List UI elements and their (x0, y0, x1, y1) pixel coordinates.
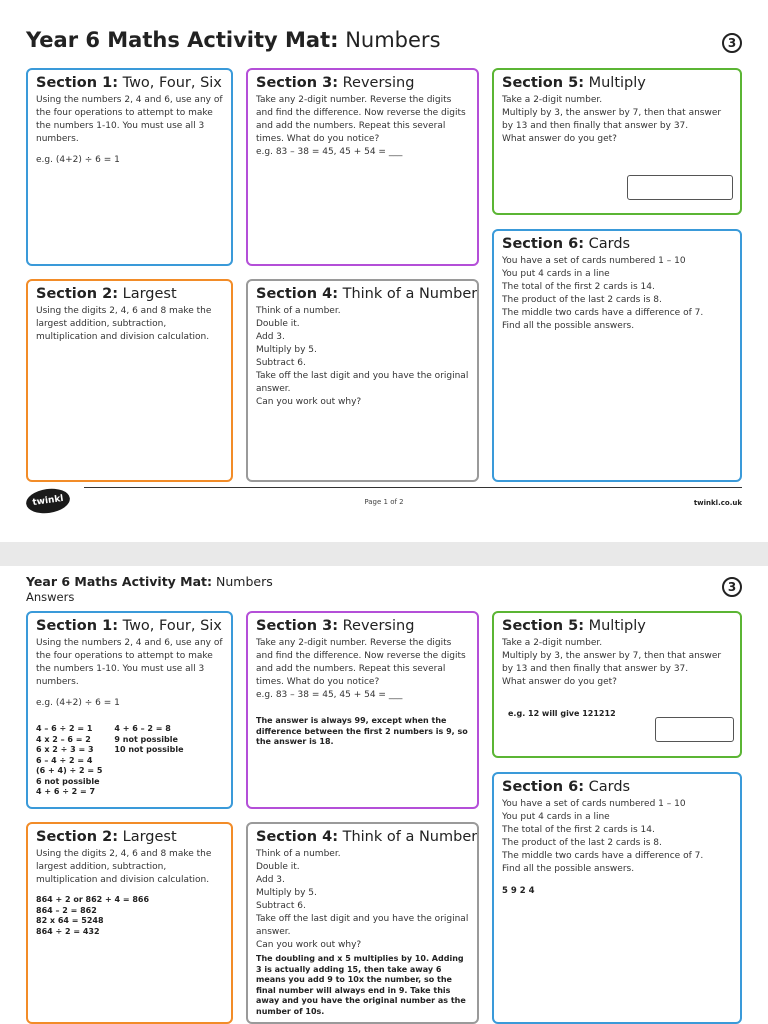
answer-line: 82 x 64 = 5248 (36, 916, 104, 925)
section-5-line: Multiply by 3, the answer by 7, then that answer by 13 and then finally that answer by 37. (502, 108, 722, 131)
answer-line: 6 not possible (36, 776, 100, 786)
section-1-answer-card (26, 611, 233, 809)
section-1-title: Section 1: Two, Four, Six (36, 618, 222, 634)
section-2-card (26, 279, 233, 482)
section-1-text: Using the numbers 2, 4 and 6, use any of the four operations to attempt to make the numbers 1-10. You must use all 3 numbers. (36, 638, 223, 687)
answer-line: 9 not possible (114, 734, 178, 744)
section-2-answers (36, 895, 223, 937)
section-1-example: e.g. (4+2) ÷ 6 = 1 (36, 155, 120, 165)
section-5-line: Take a 2-digit number. (502, 638, 603, 648)
section-6-line: You put 4 cards in a line (502, 812, 610, 822)
answer-line: 10 not possible (114, 745, 184, 754)
section-3-answer-card (246, 611, 479, 809)
section-1-example: e.g. (4+2) ÷ 6 = 1 (36, 698, 120, 708)
section-5-answer: e.g. 12 will give 121212 (508, 709, 616, 718)
step-line: Take off the last digit and you have the original answer. (256, 371, 469, 394)
answer-box[interactable] (627, 175, 733, 200)
section-6-line: The total of the first 2 cards is 14. (502, 825, 655, 835)
section-1-text: Using the numbers 2, 4 and 6, use any of the four operations to attempt to make the numbers 1-10. You must use all 3 numbers. (36, 95, 223, 144)
section-3-example: e.g. 83 – 38 = 45, 45 + 54 = ___ (256, 147, 403, 157)
section-5-text (502, 94, 732, 146)
step-line: Think of a number. (256, 306, 341, 316)
step-line: Take off the last digit and you have the original answer. (256, 914, 469, 937)
answer-line: 864 – 2 = 862 (36, 905, 97, 915)
section-4-title: Section 4: Think of a Number (256, 829, 478, 845)
section-6-card (492, 229, 742, 482)
section-2-text: Using the digits 2, 4, 6 and 8 make the largest addition, subtraction, multiplication and division calculation. (36, 849, 212, 885)
page-gap (0, 542, 768, 566)
section-3-text: Take any 2-digit number. Reverse the digits and find the difference. Now reverse the digits and add the numbers. Repeat this several times. What do you notice? (256, 95, 466, 144)
page-number: Page 1 of 2 (364, 498, 404, 506)
twinkl-logo: twinkl (25, 486, 72, 516)
section-2-answer-card (26, 822, 233, 1024)
section-4-question: Can you work out why? (256, 397, 362, 407)
section-6-line: You put 4 cards in a line (502, 269, 610, 279)
section-4-answer: The doubling and x 5 multiplies by 10. Adding 3 is actually adding 15, then take away 6 means you add 9 to 10x the number, so the final number will always end in 9. Take this away and you have the original number as the number of 10s. (256, 954, 466, 1016)
section-6-line: The middle two cards have a difference of 7. (502, 308, 704, 318)
section-3-text: Take any 2-digit number. Reverse the digits and find the difference. Now reverse the digits and add the numbers. Repeat this several times. What do you notice? (256, 638, 466, 687)
site-url: twinkl.co.uk (693, 499, 742, 507)
section-5-line: Multiply by 3, the answer by 7, then that answer by 13 and then finally that answer by 37. (502, 651, 722, 674)
answer-box[interactable] (655, 717, 734, 742)
step-line: Double it. (256, 319, 300, 329)
step-line: Multiply by 5. (256, 345, 317, 355)
section-6-text (502, 255, 732, 333)
section-5-title: Section 5: Multiply (502, 75, 646, 91)
section-2-title: Section 2: Largest (36, 286, 177, 302)
footer-divider (84, 487, 742, 488)
level-badge: 3 (722, 577, 742, 597)
section-6-answer: 5 9 2 4 (502, 886, 535, 896)
step-line: Multiply by 5. (256, 888, 317, 898)
step-line: Subtract 6. (256, 901, 306, 911)
section-6-line: You have a set of cards numbered 1 – 10 (502, 799, 686, 809)
section-4-steps (256, 848, 469, 952)
answer-line: 864 ÷ 2 = 432 (36, 926, 100, 936)
section-6-title: Section 6: Cards (502, 236, 631, 252)
section-2-title: Section 2: Largest (36, 829, 177, 845)
answer-line: 4 x 2 – 6 = 2 (36, 734, 91, 744)
section-6-line: The product of the last 2 cards is 8. (502, 295, 662, 305)
section-5-question: What answer do you get? (502, 677, 617, 687)
section-3-title: Section 3: Reversing (256, 75, 415, 91)
title-light: Numbers (212, 574, 273, 589)
section-6-line: The product of the last 2 cards is 8. (502, 838, 662, 848)
section-4-answer-card (246, 822, 479, 1024)
section-5-text (502, 637, 732, 689)
section-5-question: What answer do you get? (502, 134, 617, 144)
step-line: Think of a number. (256, 849, 341, 859)
answer-line: 6 x 2 ÷ 3 = 3 (36, 745, 94, 754)
section-6-line: Find all the possible answers. (502, 864, 635, 874)
section-4-steps (256, 305, 469, 409)
section-1-title: Section 1: Two, Four, Six (36, 75, 222, 91)
section-6-line: The middle two cards have a difference of 7. (502, 851, 704, 861)
section-5-title: Section 5: Multiply (502, 618, 646, 634)
answer-column (114, 724, 183, 798)
level-badge: 3 (722, 33, 742, 53)
answer-line: 4 + 6 – 2 = 8 (114, 724, 171, 733)
section-6-line: Find all the possible answers. (502, 321, 635, 331)
section-4-card (246, 279, 479, 482)
answer-line: 4 – 6 ÷ 2 = 1 (36, 724, 93, 733)
section-6-title: Section 6: Cards (502, 779, 631, 795)
answer-column (36, 724, 102, 798)
section-6-line: You have a set of cards numbered 1 – 10 (502, 256, 686, 266)
title-light: Numbers (338, 28, 441, 52)
section-3-card (246, 68, 479, 266)
page-title (26, 28, 441, 52)
section-1-answers (36, 724, 223, 798)
answer-line: (6 + 4) ÷ 2 = 5 (36, 766, 103, 775)
step-line: Add 3. (256, 875, 285, 885)
title-bold: Year 6 Maths Activity Mat: (26, 574, 213, 589)
section-6-answer-card (492, 772, 742, 1024)
answers-page-title (26, 574, 273, 589)
section-3-answer: The answer is always 99, except when the difference between the first 2 numbers is 9, so the answer is 18. (256, 716, 468, 746)
section-3-title: Section 3: Reversing (256, 618, 415, 634)
title-bold: Year 6 Maths Activity Mat: (26, 28, 339, 52)
section-5-answer-card (492, 611, 742, 758)
answer-line: 4 + 6 ÷ 2 = 7 (36, 787, 96, 796)
section-3-example: e.g. 83 – 38 = 45, 45 + 54 = ___ (256, 690, 403, 700)
answer-line: 6 – 4 ÷ 2 = 4 (36, 755, 93, 765)
step-line: Subtract 6. (256, 358, 306, 368)
section-6-line: The total of the first 2 cards is 14. (502, 282, 655, 292)
step-line: Double it. (256, 862, 300, 872)
section-5-line: Take a 2-digit number. (502, 95, 603, 105)
answers-subtitle: Answers (26, 590, 75, 604)
section-4-title: Section 4: Think of a Number (256, 286, 478, 302)
step-line: Add 3. (256, 332, 285, 342)
section-6-text (502, 798, 732, 876)
section-5-card (492, 68, 742, 215)
worksheet-page-2 (0, 566, 768, 1024)
section-4-question: Can you work out why? (256, 940, 362, 950)
section-1-card (26, 68, 233, 266)
answer-line: 864 + 2 or 862 + 4 = 866 (36, 895, 150, 904)
section-2-text: Using the digits 2, 4, 6 and 8 make the largest addition, subtraction, multiplication and division calculation. (36, 306, 212, 342)
